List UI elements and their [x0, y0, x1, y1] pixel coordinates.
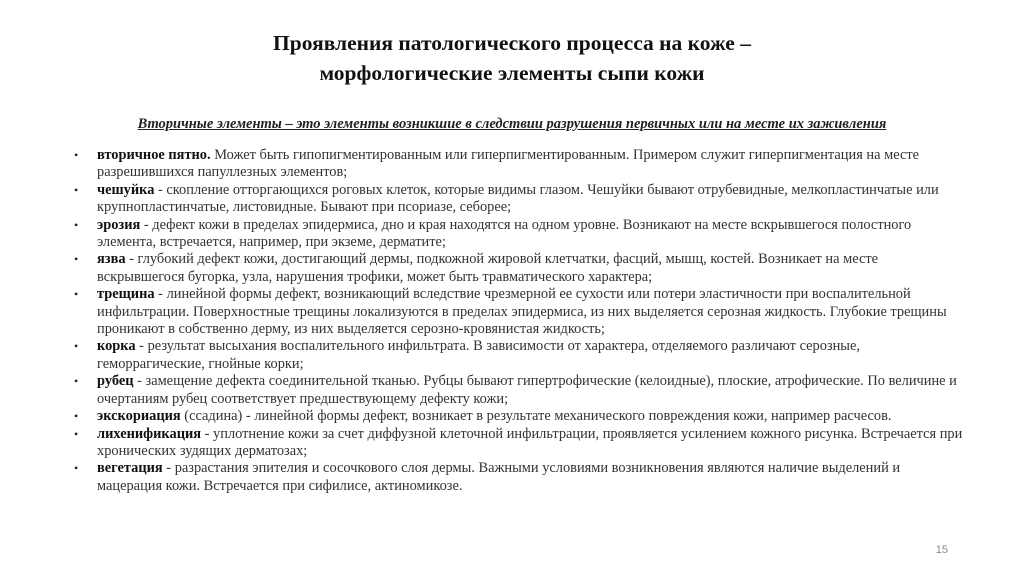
list-item — [74, 147, 966, 182]
bullet-icon: • — [74, 217, 79, 232]
item-text: - замещение дефекта соединительной тканью. Рубцы бывают гипертрофические (келоидные), плоские, атрофические. По величине и очертаниям рубец соответствует предшествующему дефекту кожи; — [97, 373, 957, 407]
list-item — [74, 338, 966, 373]
bullet-icon: • — [74, 409, 79, 424]
item-term: эрозия — [97, 216, 141, 233]
item-term: язва — [97, 251, 126, 268]
item-text: - скопление отторгающихся роговых клеток, которые видимы глазом. Чешуйки бывают отрубевидные, мелкопластинчатые или крупнопластинчатые, листовидные. Бывают при псориазе, себорее; — [97, 181, 939, 216]
bullet-icon: • — [74, 461, 79, 476]
title-line-1: Проявления патологического процесса на коже – — [273, 31, 751, 55]
item-text: - результат высыхания воспалительного инфильтрата. В зависимости от характера, отделяемого различают серозные, геморрагические, гнойные корки; — [97, 338, 860, 372]
item-text: - глубокий дефект кожи, достигающий дермы, подкожной жировой клетчатки, фасций, мышц, костей. Возникает на месте вскрывшегося бугорка, узла, нарушения трофики, может быть травматического характера; — [97, 251, 879, 285]
bullet-icon: • — [74, 426, 79, 441]
item-text: - разрастания эпителия и сосочкового слоя дермы. Важными условиями возникновения являются наличие выделений и мацерация кожи. Встречается при сифилисе, актиномикозе. — [97, 460, 901, 494]
item-text: - дефект кожи в пределах эпидермиса, дно и края находятся на одном уровне. Возникают на месте вскрывшегося полостного элемента, встречается, например, при экземе, дерматите; — [97, 216, 912, 251]
list-item — [74, 408, 966, 425]
item-term: рубец — [97, 373, 134, 390]
title-line-2: морфологические элементы сыпи кожи — [319, 61, 705, 85]
item-term: вегетация — [97, 460, 163, 477]
list-item — [74, 286, 966, 338]
item-term: экскориация — [97, 408, 181, 425]
item-term: лихенификация — [97, 425, 202, 442]
list-item — [74, 426, 966, 461]
item-term: трещина — [97, 286, 155, 303]
item-term: вторичное пятно. — [97, 147, 211, 163]
item-text: (ссадина) - линейной формы дефект, возникает в результате механического повреждения кожи, например расчесов. — [180, 408, 892, 425]
list-item — [74, 217, 966, 252]
item-text: Может быть гипопигментированным или гиперпигментированным. Примером служит гиперпигментация на месте разрешившихся папуллезных элементов; — [97, 147, 920, 181]
slide-title — [0, 28, 1024, 88]
bullet-icon: • — [74, 339, 79, 354]
list-item — [74, 460, 966, 495]
slide-subtitle: Вторичные элементы – это элементы возникшие в следствии разрушения первичных или на месте их заживления — [137, 116, 887, 132]
bullet-icon: • — [74, 287, 79, 302]
item-text: - уплотнение кожи за счет диффузной клеточной инфильтрации, проявляется усилением кожного рисунка. Встречается при хронических зудящих дерматозах; — [97, 425, 963, 459]
bullet-icon: • — [74, 252, 79, 267]
secondary-elements-list — [74, 147, 966, 495]
bullet-icon: • — [74, 374, 79, 389]
bullet-icon: • — [74, 182, 79, 197]
list-item — [74, 251, 966, 286]
bullet-icon: • — [74, 148, 79, 162]
list-item — [74, 373, 966, 408]
page-number: 15 — [935, 544, 948, 556]
list-item — [74, 182, 966, 217]
item-term: чешуйка — [97, 181, 155, 198]
item-text: - линейной формы дефект, возникающий вследствие чрезмерной ее сухости или потери эластичности при воспалительной инфильтрации. Поверхностные трещины локализуются в пределах эпидермиса, из них выделяется серозная жидкость. Глубокие трещины проникают в собственно дерму, из них выделяется серозно-кровянистая жидкость; — [97, 286, 947, 338]
item-term: корка — [97, 338, 136, 355]
